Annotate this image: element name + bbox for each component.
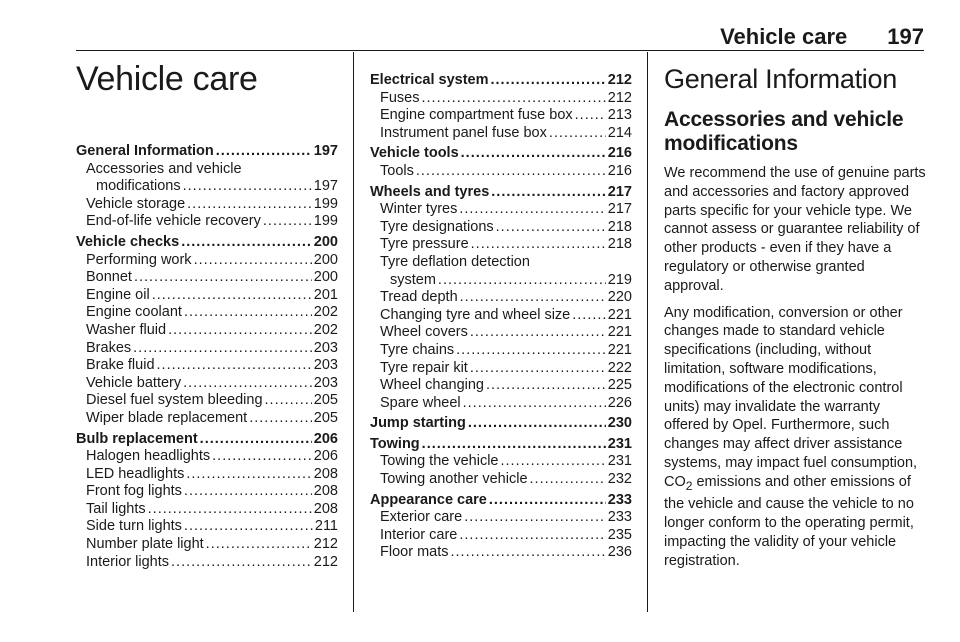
toc-entry-label: Tyre pressure xyxy=(380,236,469,253)
toc-entry-label: Tread depth xyxy=(380,289,458,306)
toc-section-entry[interactable] xyxy=(370,72,632,90)
leader-dots xyxy=(171,554,312,572)
toc-entry[interactable] xyxy=(76,483,338,501)
toc-page-number: 233 xyxy=(607,491,632,508)
running-head-title: Vehicle care xyxy=(720,24,848,49)
paragraph-2-part-b: emissions and other emissions of the vehicle and cause the vehicle to no longer conform to the operating permit, impacting the validity of your vehicle registration. xyxy=(664,473,914,569)
toc-entry-label: modifications xyxy=(96,178,181,195)
leader-dots xyxy=(184,518,313,536)
toc-page-number: 231 xyxy=(607,435,632,452)
toc-entry-label: Vehicle checks xyxy=(76,233,180,250)
toc-entry-label: Number plate light xyxy=(86,536,204,553)
toc-entry[interactable] xyxy=(370,377,632,395)
leader-dots xyxy=(575,107,606,125)
leader-dots xyxy=(212,448,312,466)
toc-entry-label: Interior lights xyxy=(86,553,170,570)
toc-page-number: 208 xyxy=(313,465,338,482)
toc-page-number: 236 xyxy=(607,544,632,561)
toc-entry[interactable] xyxy=(76,252,338,270)
toc-entry[interactable] xyxy=(76,410,338,428)
toc-entry-label: Fuses xyxy=(380,89,420,106)
toc-entry-label: Towing xyxy=(370,435,420,452)
toc-column-1 xyxy=(76,143,338,571)
toc-entry[interactable] xyxy=(370,360,632,378)
toc-entry-label: Vehicle tools xyxy=(370,145,459,162)
leader-dots xyxy=(530,471,606,489)
toc-entry-label: Towing the vehicle xyxy=(380,453,499,470)
leader-dots xyxy=(422,90,606,108)
toc-entry-label: Accessories and vehicle xyxy=(86,160,242,177)
toc-entry[interactable] xyxy=(76,392,338,410)
toc-page-number: 202 xyxy=(313,304,338,321)
toc-entry-label: Changing tyre and wheel size xyxy=(380,306,571,323)
toc-section-entry[interactable] xyxy=(370,436,632,454)
toc-entry-label: Wheels and tyres xyxy=(370,183,490,200)
leader-dots xyxy=(491,184,606,202)
toc-section-entry[interactable] xyxy=(76,143,338,161)
leader-dots xyxy=(183,375,312,393)
leader-dots xyxy=(181,234,312,252)
toc-entry-label: Engine coolant xyxy=(86,304,182,321)
toc-entry-label: Brake fluid xyxy=(86,357,155,374)
leader-dots xyxy=(416,163,606,181)
toc-entry[interactable] xyxy=(370,395,632,413)
toc-entry-label: Tail lights xyxy=(86,500,146,517)
toc-page-number: 211 xyxy=(314,518,338,535)
toc-entry[interactable] xyxy=(370,90,632,108)
toc-page-number: 216 xyxy=(607,162,632,179)
page-number: 197 xyxy=(887,24,924,49)
toc-entry-label: Winter tyres xyxy=(380,201,458,218)
toc-page-number: 221 xyxy=(607,306,632,323)
column-divider-1 xyxy=(353,52,354,612)
toc-entry[interactable] xyxy=(76,448,338,466)
toc-entry[interactable] xyxy=(370,453,632,471)
toc-entry[interactable] xyxy=(370,527,632,545)
toc-entry-label: Engine oil xyxy=(86,286,150,303)
toc-entry-label: Vehicle storage xyxy=(86,195,186,212)
toc-entry[interactable] xyxy=(76,322,338,340)
toc-entry[interactable] xyxy=(76,375,338,393)
leader-dots xyxy=(134,269,312,287)
toc-entry[interactable] xyxy=(76,304,338,322)
toc-page-number: 220 xyxy=(607,289,632,306)
toc-entry-label: Tools xyxy=(380,162,414,179)
toc-page-number: 197 xyxy=(313,143,338,159)
toc-entry[interactable] xyxy=(370,471,632,489)
toc-page-number: 200 xyxy=(313,269,338,286)
toc-entry[interactable] xyxy=(76,536,338,554)
toc-entry-label: Floor mats xyxy=(380,544,449,561)
leader-dots xyxy=(468,415,606,433)
toc-entry-label: Bonnet xyxy=(86,269,132,286)
toc-page-number: 203 xyxy=(313,374,338,391)
running-head xyxy=(76,24,924,50)
toc-page-number: 208 xyxy=(313,500,338,517)
toc-entry-continuation[interactable] xyxy=(370,272,632,290)
toc-entry-label: Washer fluid xyxy=(86,321,167,338)
toc-entry[interactable] xyxy=(370,289,632,307)
toc-entry[interactable] xyxy=(76,269,338,287)
toc-page-number: 199 xyxy=(313,195,338,212)
toc-entry[interactable] xyxy=(370,201,632,219)
toc-page-number: 214 xyxy=(607,124,632,141)
toc-page-number: 212 xyxy=(607,72,632,88)
leader-dots xyxy=(152,287,312,305)
toc-entry-label: Interior care xyxy=(380,526,458,543)
column-divider-2 xyxy=(647,52,648,612)
toc-entry-label: Spare wheel xyxy=(380,394,461,411)
toc-entry-label: Electrical system xyxy=(370,72,489,88)
toc-section-entry[interactable] xyxy=(76,234,338,252)
toc-entry-label: Tyre designations xyxy=(380,218,494,235)
toc-page-number: 232 xyxy=(607,471,632,488)
toc-page-number: 235 xyxy=(607,526,632,543)
leader-dots xyxy=(471,236,606,254)
leader-dots xyxy=(459,527,605,545)
paragraph-1: We recommend the use of genuine parts and accessories and factory approved parts specific for your vehicle type. We cannot assess or guarantee reliability of other products - even if they have a regulatory or otherwise granted approval. xyxy=(664,165,926,294)
leader-dots xyxy=(184,304,312,322)
toc-page-number: 212 xyxy=(313,553,338,570)
leader-dots xyxy=(501,453,606,471)
toc-entry-label: Engine compartment fuse box xyxy=(380,107,573,124)
toc-page-number: 219 xyxy=(607,271,632,288)
toc-page-number: 206 xyxy=(313,448,338,465)
toc-page-number: 203 xyxy=(313,357,338,374)
toc-page-number: 200 xyxy=(313,251,338,268)
leader-dots xyxy=(183,178,312,196)
leader-dots xyxy=(187,196,312,214)
leader-dots xyxy=(470,324,606,342)
toc-page-number: 197 xyxy=(313,178,338,195)
toc-entry[interactable] xyxy=(76,161,338,179)
leader-dots xyxy=(572,307,606,325)
toc-entry-label: Performing work xyxy=(86,251,192,268)
toc-entry-label: Side turn lights xyxy=(86,518,182,535)
leader-dots xyxy=(460,289,606,307)
toc-entry-continuation[interactable] xyxy=(76,178,338,196)
paragraph-2 xyxy=(664,304,928,571)
toc-page-number: 208 xyxy=(313,483,338,500)
general-information-section xyxy=(664,62,928,579)
leader-dots xyxy=(148,501,312,519)
leader-dots xyxy=(491,72,606,90)
leader-dots xyxy=(249,410,312,428)
toc-page-number: 217 xyxy=(607,183,632,200)
toc-page-number: 218 xyxy=(607,236,632,253)
toc-page-number: 212 xyxy=(313,536,338,553)
toc-page-number: 216 xyxy=(607,145,632,162)
toc-page-number: 202 xyxy=(313,321,338,338)
leader-dots xyxy=(486,377,606,395)
leader-dots xyxy=(438,272,606,290)
leader-dots xyxy=(265,392,312,410)
toc-entry[interactable] xyxy=(76,357,338,375)
toc-entry[interactable] xyxy=(370,324,632,342)
leader-dots xyxy=(168,322,312,340)
header-rule xyxy=(76,50,924,51)
toc-entry[interactable] xyxy=(370,125,632,143)
toc-page-number: 218 xyxy=(607,218,632,235)
toc-page-number: 225 xyxy=(607,377,632,394)
section-title: General Information xyxy=(664,64,897,94)
leader-dots xyxy=(194,252,312,270)
toc-entry-label: Halogen headlights xyxy=(86,448,211,465)
leader-dots xyxy=(464,509,606,527)
leader-dots xyxy=(451,544,606,562)
toc-entry-label: Tyre repair kit xyxy=(380,359,468,376)
toc-entry[interactable] xyxy=(76,196,338,214)
toc-section-entry[interactable] xyxy=(370,184,632,202)
toc-entry[interactable] xyxy=(370,307,632,325)
toc-page-number: 213 xyxy=(607,107,632,124)
toc-page-number: 205 xyxy=(313,392,338,409)
toc-entry[interactable] xyxy=(370,163,632,181)
toc-page-number: 201 xyxy=(313,286,338,303)
toc-page-number: 233 xyxy=(607,509,632,526)
toc-entry-label: LED headlights xyxy=(86,465,185,482)
toc-entry[interactable] xyxy=(370,544,632,562)
toc-entry[interactable] xyxy=(370,342,632,360)
leader-dots xyxy=(463,395,606,413)
toc-entry-label: Tyre chains xyxy=(380,341,455,358)
toc-page-number: 200 xyxy=(313,233,338,250)
leader-dots xyxy=(200,431,312,449)
toc-entry-label: Exterior care xyxy=(380,509,463,526)
leader-dots xyxy=(263,213,312,231)
leader-dots xyxy=(422,436,606,454)
toc-entry-label: Vehicle battery xyxy=(86,374,182,391)
toc-column-2 xyxy=(370,72,632,562)
toc-entry-label: Bulb replacement xyxy=(76,430,198,447)
toc-page-number: 203 xyxy=(313,339,338,356)
toc-entry[interactable] xyxy=(370,254,632,272)
leader-dots xyxy=(157,357,312,375)
toc-page-number: 212 xyxy=(607,89,632,106)
leader-dots xyxy=(470,360,606,378)
toc-entry-label: Instrument panel fuse box xyxy=(380,124,547,141)
toc-page-number: 231 xyxy=(607,453,632,470)
leader-dots xyxy=(549,125,606,143)
co2-subscript: 2 xyxy=(685,478,693,493)
leader-dots xyxy=(456,342,606,360)
toc-entry[interactable] xyxy=(76,518,338,536)
toc-entry-label: Tyre deflation detection xyxy=(380,253,530,270)
leader-dots xyxy=(184,483,312,501)
toc-entry-label: Brakes xyxy=(86,339,132,356)
toc-entry-label: Diesel fuel system bleeding xyxy=(86,392,263,409)
leader-dots xyxy=(459,201,605,219)
toc-section-entry[interactable] xyxy=(76,431,338,449)
toc-section-entry[interactable] xyxy=(370,145,632,163)
toc-page-number: 221 xyxy=(607,324,632,341)
toc-section-entry[interactable] xyxy=(370,492,632,510)
leader-dots xyxy=(133,340,312,358)
leader-dots xyxy=(496,219,606,237)
toc-entry-label: Wheel covers xyxy=(380,324,468,341)
subsection-title: Accessories and vehicle modifications xyxy=(664,108,904,155)
leader-dots xyxy=(489,492,606,510)
toc-entry-label: Front fog lights xyxy=(86,483,182,500)
toc-entry-label: Jump starting xyxy=(370,415,466,432)
toc-entry-label: Appearance care xyxy=(370,491,487,508)
toc-entry[interactable] xyxy=(370,236,632,254)
toc-section-entry[interactable] xyxy=(370,415,632,433)
toc-entry[interactable] xyxy=(76,554,338,572)
toc-entry-label: Towing another vehicle xyxy=(380,471,528,488)
toc-entry[interactable] xyxy=(76,501,338,519)
toc-entry-label: General Information xyxy=(76,143,214,159)
toc-entry-label: End-of-life vehicle recovery xyxy=(86,213,261,230)
toc-page-number: 199 xyxy=(313,213,338,230)
toc-entry[interactable] xyxy=(76,340,338,358)
leader-dots xyxy=(186,466,311,484)
toc-page-number: 206 xyxy=(313,430,338,447)
toc-entry-label: Wiper blade replacement xyxy=(86,409,248,426)
toc-page-number: 217 xyxy=(607,201,632,218)
chapter-title: Vehicle care xyxy=(76,60,258,98)
toc-entry[interactable] xyxy=(370,219,632,237)
toc-entry[interactable] xyxy=(76,466,338,484)
toc-page-number: 226 xyxy=(607,394,632,411)
leader-dots xyxy=(461,145,606,163)
toc-entry[interactable] xyxy=(370,107,632,125)
paragraph-2-part-a: Any modification, conversion or other changes made to standard vehicle specifications (including, without limitation, software modifications, modifications of the electronic control units) may invalidate the warranty offered by Opel. Furthermore, such changes may affect driver assistance systems, may impact fuel consumption, CO xyxy=(664,304,918,490)
toc-entry-label: Wheel changing xyxy=(380,377,484,394)
toc-entry[interactable] xyxy=(370,509,632,527)
toc-page-number: 230 xyxy=(607,415,632,432)
leader-dots xyxy=(216,143,312,161)
toc-page-number: 221 xyxy=(607,341,632,358)
toc-entry[interactable] xyxy=(76,287,338,305)
leader-dots xyxy=(206,536,312,554)
toc-entry-label: system xyxy=(390,271,436,288)
toc-entry[interactable] xyxy=(76,213,338,231)
toc-page-number: 205 xyxy=(313,409,338,426)
toc-page-number: 222 xyxy=(607,359,632,376)
